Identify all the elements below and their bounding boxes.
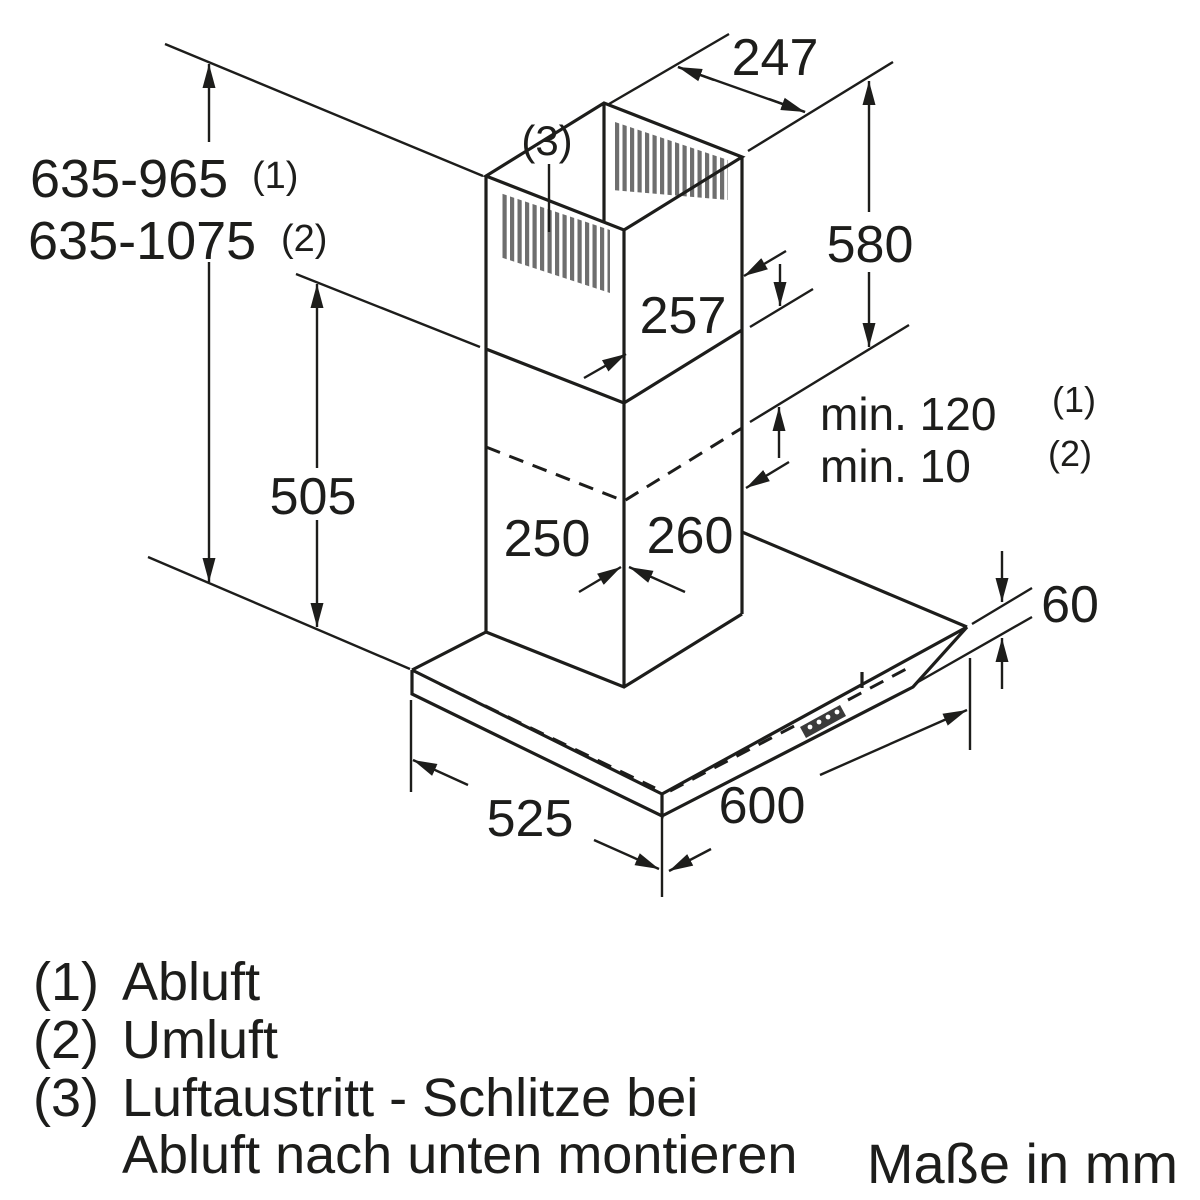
legend-text-1: Abluft: [122, 952, 261, 1012]
label-chimney-upper-height: 580: [826, 216, 914, 274]
label-height-range-recirc-sup: (2): [281, 218, 328, 260]
label-chimney-width-left: 250: [503, 510, 591, 568]
label-body-width: 600: [718, 777, 806, 835]
label-height-range-recirc: 635-1075: [28, 211, 257, 271]
label-chimney-top-depth: 247: [731, 29, 819, 87]
legend-text-4: Abluft nach unten montieren: [122, 1125, 798, 1185]
legend-ref-3: (3): [33, 1068, 99, 1128]
legend-ref-2: (2): [33, 1010, 99, 1070]
label-height-range-exhaust: 635-965: [30, 149, 229, 209]
units-note: Maße in mm: [866, 1132, 1178, 1195]
label-min-gap-exhaust-sup: (1): [1052, 379, 1096, 420]
label-min-gap-recirc-sup: (2): [1048, 433, 1092, 474]
label-min-gap-exhaust: min. 120: [820, 388, 997, 440]
label-chimney-lower-height: 505: [269, 468, 357, 526]
label-chimney-width-right: 260: [646, 507, 734, 565]
legend-ref-1: (1): [33, 952, 99, 1012]
label-height-range-exhaust-sup: (1): [252, 155, 299, 197]
label-body-depth: 525: [486, 790, 574, 848]
label-vent-ref: (3): [521, 117, 573, 164]
legend-text-3: Luftaustritt - Schlitze bei: [122, 1068, 699, 1128]
label-body-thickness: 60: [1041, 576, 1099, 634]
label-min-gap-recirc: min. 10: [820, 440, 971, 492]
label-chimney-mid-depth: 257: [639, 287, 727, 345]
legend-text-2: Umluft: [122, 1010, 279, 1070]
